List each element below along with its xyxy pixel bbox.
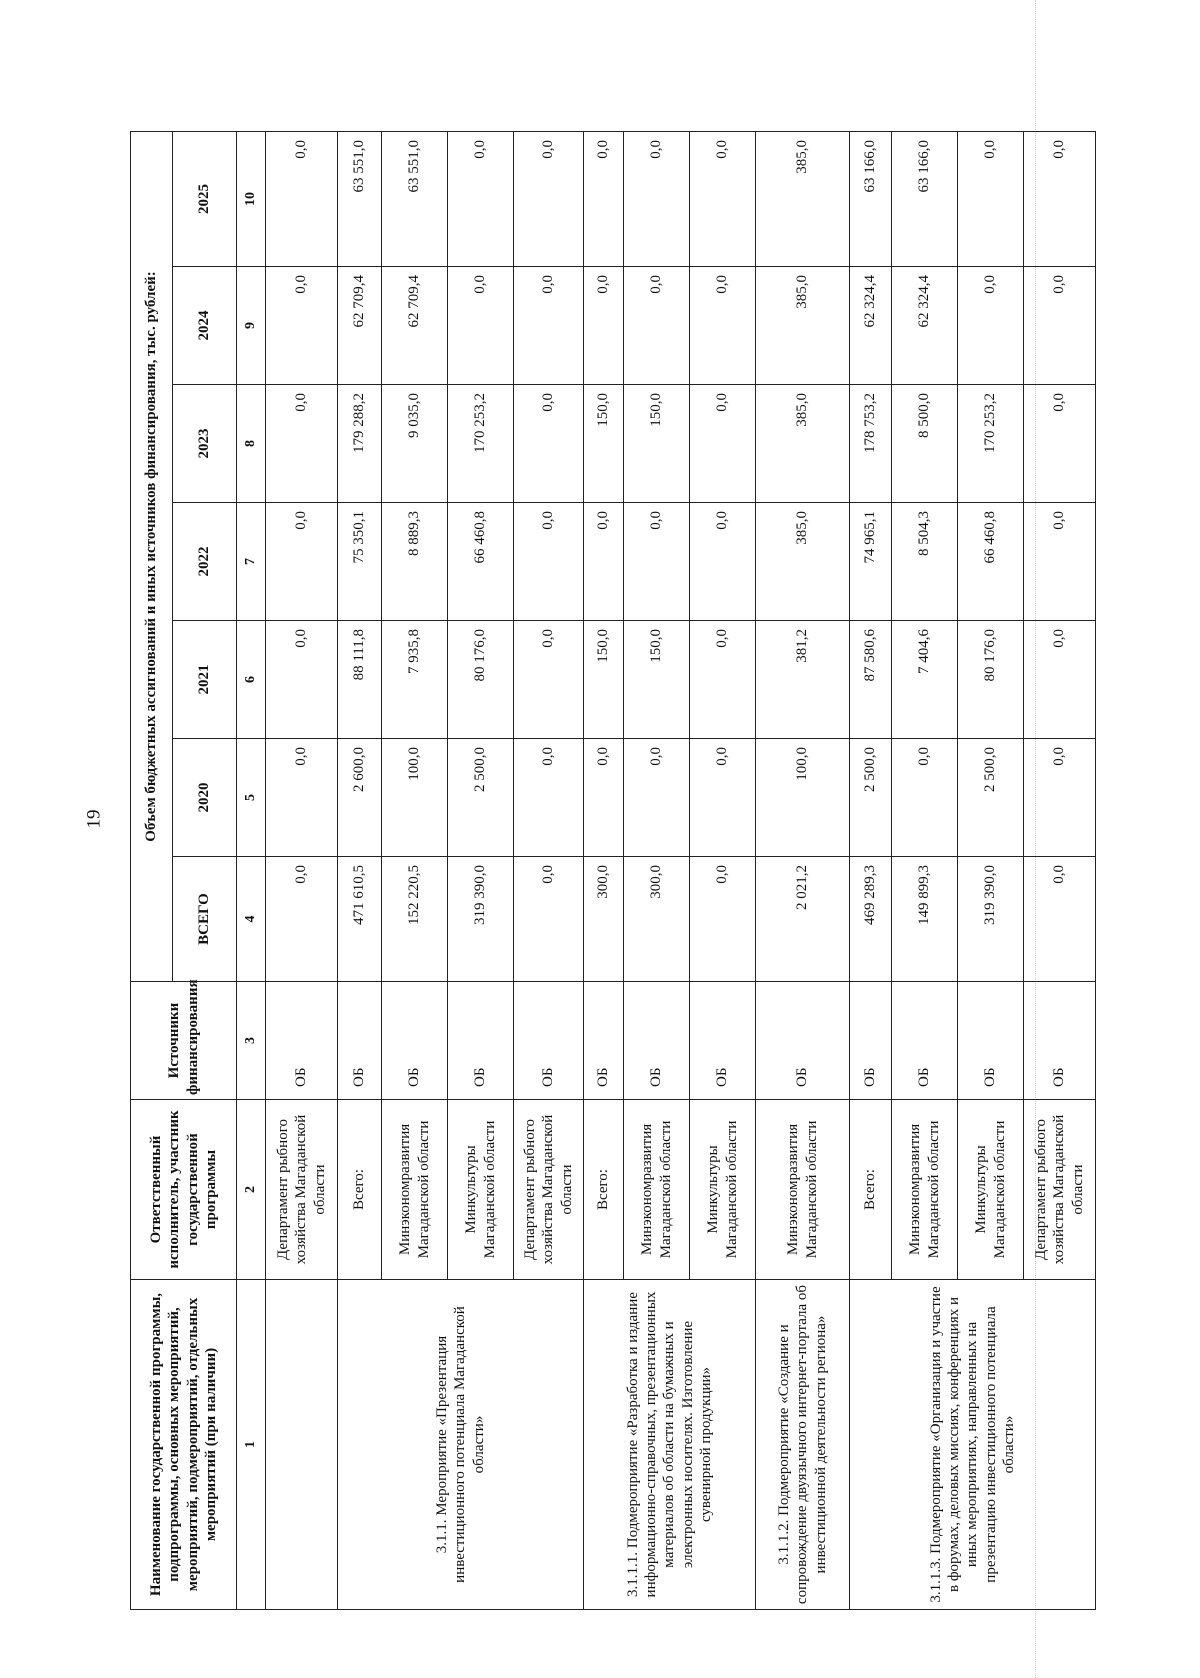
year-amount-cell: 80 176,0	[448, 621, 514, 739]
executor-cell: Минэкономразвития Магаданской области	[756, 1100, 850, 1280]
year-amount-cell: 150,0	[624, 385, 690, 503]
year-amount-cell: 0,0	[690, 739, 756, 857]
column-index: 9	[237, 267, 266, 385]
total-amount-cell: 152 220,5	[382, 857, 448, 982]
year-amount-cell: 0,0	[584, 503, 624, 621]
year-amount-cell: 88 111,8	[338, 621, 382, 739]
total-amount-cell: 319 390,0	[448, 857, 514, 982]
total-amount-cell: 0,0	[1024, 857, 1096, 982]
year-amount-cell: 7 935,8	[382, 621, 448, 739]
activity-name-cell: 3.1.1.3. Подмероприятие «Организация и участие в форумах, деловых миссиях, конференциях и иных мероприятиях, направленных на презентацию инвестиционного потенциала области»	[850, 1280, 1096, 1610]
year-amount-cell: 385,0	[756, 503, 850, 621]
year-amount-cell: 0,0	[624, 267, 690, 385]
header-program-name: Наименование государственной программы, подпрограммы, основных мероприятий, мероприятий, подмероприятий, отдельных мероприятий (при наличии)	[131, 1280, 237, 1610]
year-amount-cell: 0,0	[514, 739, 584, 857]
year-amount-cell: 2 500,0	[850, 739, 892, 857]
year-amount-cell: 66 460,8	[448, 503, 514, 621]
page-number: 19	[83, 809, 105, 829]
column-index: 1	[237, 1280, 266, 1610]
year-amount-cell: 2 600,0	[338, 739, 382, 857]
year-amount-cell: 9 035,0	[382, 385, 448, 503]
year-amount-cell: 0,0	[266, 503, 338, 621]
year-amount-cell: 62 324,4	[850, 267, 892, 385]
year-amount-cell: 2 500,0	[958, 739, 1024, 857]
executor-cell: Минэкономразвития Магаданской области	[624, 1100, 690, 1280]
funding-source-cell: ОБ	[266, 982, 338, 1100]
executor-cell: Минэкономразвития Магаданской области	[892, 1100, 958, 1280]
year-amount-cell: 0,0	[584, 739, 624, 857]
year-amount-cell: 8 889,3	[382, 503, 448, 621]
column-index: 4	[237, 857, 266, 982]
header-year: 2021	[173, 621, 237, 739]
column-index: 2	[237, 1100, 266, 1280]
funding-source-cell: ОБ	[448, 982, 514, 1100]
year-amount-cell: 0,0	[1024, 385, 1096, 503]
funding-source-cell: ОБ	[850, 982, 892, 1100]
executor-cell: Всего:	[584, 1100, 624, 1280]
year-amount-cell: 62 324,4	[892, 267, 958, 385]
executor-cell: Департамент рыбного хозяйства Магаданской области	[266, 1100, 338, 1280]
year-amount-cell: 0,0	[624, 503, 690, 621]
year-amount-cell: 170 253,2	[448, 385, 514, 503]
header-funding-volume: Объем бюджетных ассигнований и иных источников финансирования, тыс. рублей:	[131, 132, 173, 982]
executor-cell: Всего:	[850, 1100, 892, 1280]
year-amount-cell: 80 176,0	[958, 621, 1024, 739]
year-amount-cell: 0,0	[1024, 132, 1096, 267]
year-amount-cell: 75 350,1	[338, 503, 382, 621]
total-amount-cell: 149 899,3	[892, 857, 958, 982]
funding-source-cell: ОБ	[624, 982, 690, 1100]
year-amount-cell: 0,0	[690, 385, 756, 503]
year-amount-cell: 62 709,4	[338, 267, 382, 385]
total-amount-cell: 300,0	[624, 857, 690, 982]
executor-cell: Департамент рыбного хозяйства Магаданской области	[514, 1100, 584, 1280]
year-amount-cell: 150,0	[584, 621, 624, 739]
funding-source-cell: ОБ	[958, 982, 1024, 1100]
table-body	[266, 132, 1096, 1610]
header-year: 2025	[173, 132, 237, 267]
year-amount-cell: 63 551,0	[338, 132, 382, 267]
year-amount-cell: 0,0	[584, 267, 624, 385]
funding-source-cell: ОБ	[338, 982, 382, 1100]
year-amount-cell: 0,0	[958, 267, 1024, 385]
year-amount-cell: 0,0	[624, 739, 690, 857]
table-row	[756, 132, 850, 1610]
year-amount-cell: 0,0	[892, 739, 958, 857]
total-amount-cell: 0,0	[514, 857, 584, 982]
executor-cell: Минкультуры Магаданской области	[958, 1100, 1024, 1280]
year-amount-cell: 0,0	[1024, 739, 1096, 857]
total-amount-cell: 0,0	[690, 857, 756, 982]
year-amount-cell: 0,0	[266, 739, 338, 857]
table-row	[850, 132, 892, 1610]
year-amount-cell: 63 551,0	[382, 132, 448, 267]
year-amount-cell: 170 253,2	[958, 385, 1024, 503]
table-row	[338, 132, 382, 1610]
header-year: 2020	[173, 739, 237, 857]
total-amount-cell: 2 021,2	[756, 857, 850, 982]
year-amount-cell: 7 404,6	[892, 621, 958, 739]
year-amount-cell: 385,0	[756, 385, 850, 503]
year-amount-cell: 150,0	[584, 385, 624, 503]
year-amount-cell: 62 709,4	[382, 267, 448, 385]
funding-source-cell: ОБ	[1024, 982, 1096, 1100]
year-amount-cell: 8 500,0	[892, 385, 958, 503]
year-amount-cell: 0,0	[448, 267, 514, 385]
executor-cell: Минэкономразвития Магаданской области	[382, 1100, 448, 1280]
funding-source-cell: ОБ	[690, 982, 756, 1100]
year-amount-cell: 0,0	[514, 132, 584, 267]
year-amount-cell: 381,2	[756, 621, 850, 739]
executor-cell: Департамент рыбного хозяйства Магаданской области	[1024, 1100, 1096, 1280]
year-amount-cell: 0,0	[266, 132, 338, 267]
funding-source-cell: ОБ	[756, 982, 850, 1100]
year-amount-cell: 0,0	[1024, 621, 1096, 739]
header-year-total: ВСЕГО	[173, 857, 237, 982]
header-year: 2023	[173, 385, 237, 503]
year-amount-cell: 0,0	[690, 621, 756, 739]
table-row	[584, 132, 624, 1610]
column-index: 8	[237, 385, 266, 503]
year-amount-cell: 150,0	[624, 621, 690, 739]
year-amount-cell: 0,0	[448, 132, 514, 267]
year-amount-cell: 385,0	[756, 132, 850, 267]
year-amount-cell: 0,0	[690, 503, 756, 621]
column-index: 3	[237, 982, 266, 1100]
column-index: 10	[237, 132, 266, 267]
executor-cell: Минкультуры Магаданской области	[690, 1100, 756, 1280]
year-amount-cell: 0,0	[514, 503, 584, 621]
year-amount-cell: 0,0	[1024, 267, 1096, 385]
year-amount-cell: 63 166,0	[892, 132, 958, 267]
year-amount-cell: 66 460,8	[958, 503, 1024, 621]
total-amount-cell: 300,0	[584, 857, 624, 982]
year-amount-cell: 0,0	[690, 267, 756, 385]
year-amount-cell: 179 288,2	[338, 385, 382, 503]
year-amount-cell: 0,0	[584, 132, 624, 267]
year-amount-cell: 0,0	[958, 132, 1024, 267]
funding-source-cell: ОБ	[892, 982, 958, 1100]
year-amount-cell: 0,0	[624, 132, 690, 267]
activity-name-cell: 3.1.1.1. Подмероприятие «Разработка и издание информационно-справочных, презентационных материалов об области на бумажных и электронных носителях. Изготовление сувенирной продукции»	[584, 1280, 756, 1610]
total-amount-cell: 469 289,3	[850, 857, 892, 982]
year-amount-cell: 2 500,0	[448, 739, 514, 857]
year-amount-cell: 74 965,1	[850, 503, 892, 621]
year-amount-cell: 8 504,3	[892, 503, 958, 621]
year-amount-cell: 100,0	[756, 739, 850, 857]
header-year: 2022	[173, 503, 237, 621]
year-amount-cell: 0,0	[266, 385, 338, 503]
column-index-row	[237, 132, 266, 1610]
year-amount-cell: 385,0	[756, 267, 850, 385]
funding-source-cell: ОБ	[514, 982, 584, 1100]
year-amount-cell: 0,0	[514, 267, 584, 385]
column-index: 6	[237, 621, 266, 739]
budget-table	[130, 131, 1096, 1610]
year-amount-cell: 0,0	[514, 621, 584, 739]
column-index: 5	[237, 739, 266, 857]
year-amount-cell: 178 753,2	[850, 385, 892, 503]
activity-name-cell: 3.1.1.2. Подмероприятие «Создание и сопровождение двуязычного интернет-портала об инвестиционной деятельности региона»	[756, 1280, 850, 1610]
year-amount-cell: 0,0	[514, 385, 584, 503]
total-amount-cell: 471 610,5	[338, 857, 382, 982]
activity-name-cell: 3.1.1. Мероприятие «Презентация инвестиционного потенциала Магаданской области»	[338, 1280, 584, 1610]
header-funding-source: Источники финансирования	[131, 982, 237, 1100]
executor-cell: Всего:	[338, 1100, 382, 1280]
header-year: 2024	[173, 267, 237, 385]
year-amount-cell: 100,0	[382, 739, 448, 857]
activity-name-cell	[266, 1280, 338, 1610]
rotated-page-content	[130, 132, 1200, 1610]
year-amount-cell: 63 166,0	[850, 132, 892, 267]
funding-source-cell: ОБ	[382, 982, 448, 1100]
funding-source-cell: ОБ	[584, 982, 624, 1100]
year-amount-cell: 0,0	[266, 621, 338, 739]
executor-cell: Минкультуры Магаданской области	[448, 1100, 514, 1280]
table-row	[266, 132, 338, 1610]
year-amount-cell: 0,0	[1024, 503, 1096, 621]
year-amount-cell: 0,0	[690, 132, 756, 267]
year-amount-cell: 87 580,6	[850, 621, 892, 739]
year-amount-cell: 0,0	[266, 267, 338, 385]
column-index: 7	[237, 503, 266, 621]
header-executor: Ответственный исполнитель, участник государственной программы	[131, 1100, 237, 1280]
total-amount-cell: 0,0	[266, 857, 338, 982]
total-amount-cell: 319 390,0	[958, 857, 1024, 982]
